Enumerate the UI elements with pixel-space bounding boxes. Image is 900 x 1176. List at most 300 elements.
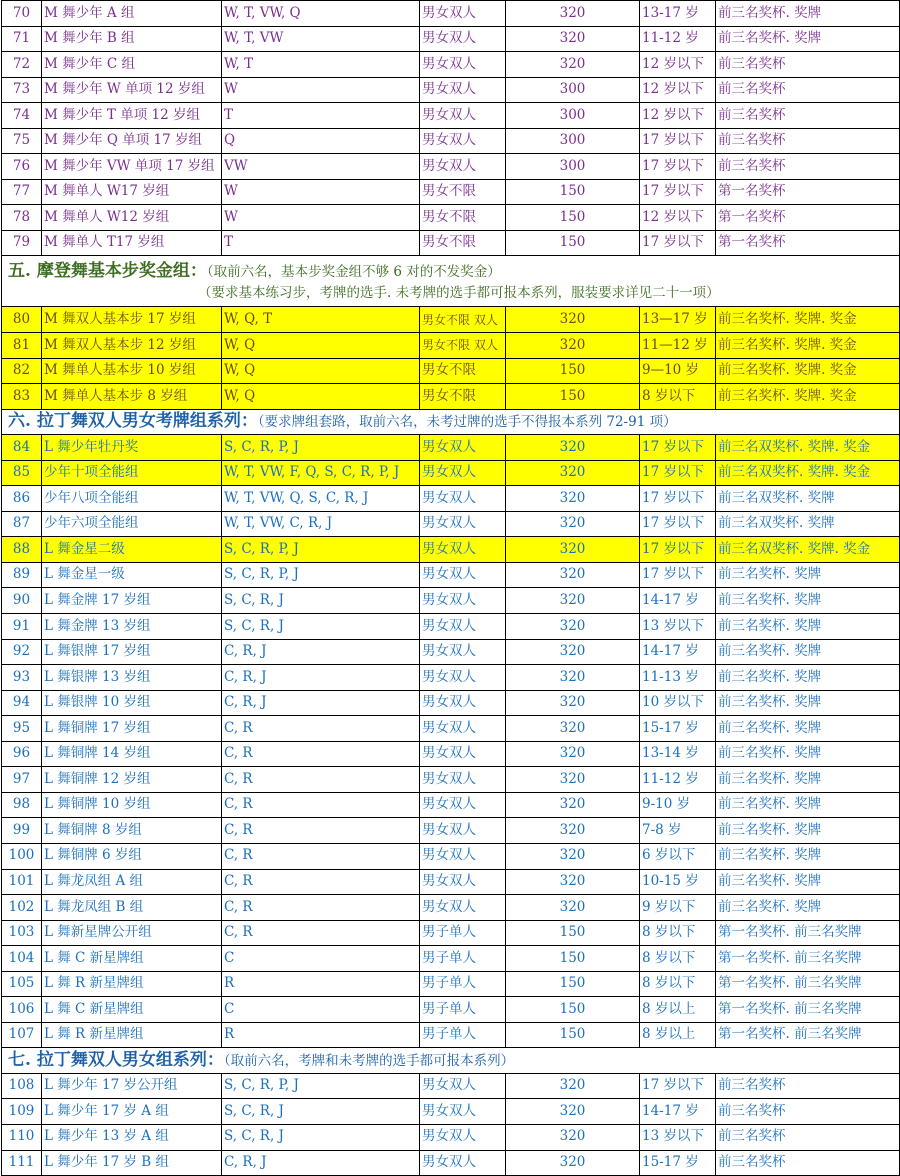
entry-type: 男女双人 bbox=[420, 716, 506, 742]
dances: S, C, R, P, J bbox=[222, 562, 420, 588]
event-name: M 舞单人 W17 岁组 bbox=[42, 179, 222, 205]
award: 前三名双奖杯. 奖牌 bbox=[716, 486, 900, 512]
age-range: 17 岁以下 bbox=[640, 511, 716, 537]
age-range: 17 岁以下 bbox=[640, 562, 716, 588]
section-7-title: 七. 拉丁舞双人男女组系列： bbox=[8, 1050, 224, 1071]
event-name: M 舞双人基本步 17 岁组 bbox=[42, 307, 222, 333]
age-range: 8 岁以上 bbox=[640, 997, 716, 1023]
event-name: M 舞少年 A 组 bbox=[42, 1, 222, 27]
fee: 320 bbox=[506, 307, 640, 333]
table-row bbox=[2, 77, 900, 103]
section-6-header-group bbox=[2, 409, 900, 435]
table-row bbox=[2, 435, 900, 461]
modern-youth-rows bbox=[2, 1, 900, 256]
latin-exam-rows bbox=[2, 435, 900, 1048]
entry-type: 男子单人 bbox=[420, 946, 506, 972]
dances: W, Q, T bbox=[222, 307, 420, 333]
age-range: 17 岁以下 bbox=[640, 460, 716, 486]
entry-type: 男女双人 bbox=[420, 588, 506, 614]
section-5-header-group bbox=[2, 256, 900, 307]
entry-number: 105 bbox=[2, 971, 42, 997]
table-row bbox=[2, 1099, 900, 1125]
award: 前三名奖杯. 奖牌 bbox=[716, 895, 900, 921]
fee: 320 bbox=[506, 895, 640, 921]
age-range: 9 岁以下 bbox=[640, 895, 716, 921]
entry-number: 106 bbox=[2, 997, 42, 1023]
entry-type: 男女双人 bbox=[420, 639, 506, 665]
fee: 150 bbox=[506, 358, 640, 384]
fee: 320 bbox=[506, 1099, 640, 1125]
section-6-header bbox=[2, 409, 900, 435]
fee: 320 bbox=[506, 639, 640, 665]
table-row bbox=[2, 230, 900, 256]
age-range: 12 岁以下 bbox=[640, 77, 716, 103]
fee: 150 bbox=[506, 179, 640, 205]
award: 第一名奖杯. 前三名奖牌 bbox=[716, 997, 900, 1023]
event-name: M 舞单人基本步 8 岁组 bbox=[42, 384, 222, 410]
age-range: 17 岁以下 bbox=[640, 154, 716, 180]
age-range: 8 岁以上 bbox=[640, 1022, 716, 1048]
age-range: 11-12 岁 bbox=[640, 26, 716, 52]
entry-number: 95 bbox=[2, 716, 42, 742]
dances: C, R, J bbox=[222, 665, 420, 691]
table-row bbox=[2, 384, 900, 410]
entry-type: 男女双人 bbox=[420, 77, 506, 103]
event-name: M 舞少年 Q 单项 17 岁组 bbox=[42, 128, 222, 154]
entry-type: 男女双人 bbox=[420, 869, 506, 895]
award: 前三名奖杯. 奖牌 bbox=[716, 588, 900, 614]
table-row bbox=[2, 562, 900, 588]
entry-type: 男女双人 bbox=[420, 486, 506, 512]
table-row bbox=[2, 843, 900, 869]
event-name: L 舞铜牌 14 岁组 bbox=[42, 741, 222, 767]
entry-number: 74 bbox=[2, 103, 42, 129]
entry-number: 85 bbox=[2, 460, 42, 486]
event-name: L 舞少年 13 岁 A 组 bbox=[42, 1124, 222, 1150]
section-6-note: （要求牌组套路，取前六名，未考过牌的选手不得报本系列 72-91 项） bbox=[257, 414, 677, 431]
entry-type: 男女不限 双人 bbox=[420, 333, 506, 359]
event-name: M 舞单人 W12 岁组 bbox=[42, 205, 222, 231]
dances: C, R bbox=[222, 741, 420, 767]
section-7-cell bbox=[2, 1048, 900, 1074]
age-range: 13-14 岁 bbox=[640, 741, 716, 767]
latin-open-rows bbox=[2, 1073, 900, 1175]
event-name: M 舞少年 VW 单项 17 岁组 bbox=[42, 154, 222, 180]
entry-type: 男女双人 bbox=[420, 128, 506, 154]
entry-number: 73 bbox=[2, 77, 42, 103]
table-row bbox=[2, 537, 900, 563]
entry-type: 男女不限 bbox=[420, 358, 506, 384]
event-name: M 舞单人基本步 10 岁组 bbox=[42, 358, 222, 384]
table-row bbox=[2, 1, 900, 27]
table-row bbox=[2, 26, 900, 52]
award: 前三名奖杯. 奖牌 bbox=[716, 869, 900, 895]
fee: 320 bbox=[506, 767, 640, 793]
table-row bbox=[2, 1150, 900, 1176]
entry-number: 89 bbox=[2, 562, 42, 588]
award: 前三名奖杯. 奖牌 bbox=[716, 741, 900, 767]
fee: 320 bbox=[506, 435, 640, 461]
entry-type: 男女双人 bbox=[420, 1124, 506, 1150]
table-row bbox=[2, 767, 900, 793]
entry-number: 107 bbox=[2, 1022, 42, 1048]
entry-type: 男女双人 bbox=[420, 741, 506, 767]
table-row bbox=[2, 358, 900, 384]
fee: 320 bbox=[506, 1, 640, 27]
fee: 320 bbox=[506, 486, 640, 512]
age-range: 17 岁以下 bbox=[640, 486, 716, 512]
table-row bbox=[2, 128, 900, 154]
entry-number: 78 bbox=[2, 205, 42, 231]
fee: 320 bbox=[506, 716, 640, 742]
dances: W, T bbox=[222, 52, 420, 78]
award: 前三名奖杯. 奖牌 bbox=[716, 614, 900, 640]
entry-type: 男女双人 bbox=[420, 1150, 506, 1176]
dances: C, R bbox=[222, 716, 420, 742]
dances: S, C, R, P, J bbox=[222, 435, 420, 461]
award: 第一名奖杯 bbox=[716, 205, 900, 231]
dances: R bbox=[222, 1022, 420, 1048]
table-row bbox=[2, 997, 900, 1023]
award: 第一名奖杯. 前三名奖牌 bbox=[716, 1022, 900, 1048]
age-range: 17 岁以下 bbox=[640, 435, 716, 461]
entry-type: 男女双人 bbox=[420, 460, 506, 486]
entry-type: 男女双人 bbox=[420, 767, 506, 793]
fee: 320 bbox=[506, 1073, 640, 1099]
age-range: 13 岁以下 bbox=[640, 614, 716, 640]
fee: 150 bbox=[506, 971, 640, 997]
entry-type: 男女双人 bbox=[420, 614, 506, 640]
entry-number: 79 bbox=[2, 230, 42, 256]
dances: W, Q bbox=[222, 358, 420, 384]
entry-type: 男女双人 bbox=[420, 562, 506, 588]
table-row bbox=[2, 869, 900, 895]
table-row bbox=[2, 154, 900, 180]
section-5-title: 五. 摩登舞基本步奖金组： bbox=[8, 261, 207, 282]
award: 前三名奖杯 bbox=[716, 103, 900, 129]
entry-type: 男女双人 bbox=[420, 1099, 506, 1125]
dances: W bbox=[222, 205, 420, 231]
age-range: 8 岁以下 bbox=[640, 920, 716, 946]
event-name: L 舞少年 17 岁公开组 bbox=[42, 1073, 222, 1099]
entry-type: 男女不限 bbox=[420, 230, 506, 256]
event-name: M 舞少年 C 组 bbox=[42, 52, 222, 78]
award: 第一名奖杯. 前三名奖牌 bbox=[716, 971, 900, 997]
fee: 320 bbox=[506, 818, 640, 844]
table-row bbox=[2, 333, 900, 359]
event-name: L 舞新星牌公开组 bbox=[42, 920, 222, 946]
entry-number: 104 bbox=[2, 946, 42, 972]
fee: 320 bbox=[506, 1150, 640, 1176]
entry-number: 111 bbox=[2, 1150, 42, 1176]
award: 第一名奖杯. 前三名奖牌 bbox=[716, 946, 900, 972]
entry-number: 102 bbox=[2, 895, 42, 921]
dances: C, R, J bbox=[222, 1150, 420, 1176]
award: 前三名奖杯. 奖牌. 奖金 bbox=[716, 384, 900, 410]
entry-number: 90 bbox=[2, 588, 42, 614]
table-row bbox=[2, 818, 900, 844]
table-row bbox=[2, 920, 900, 946]
entry-type: 男女双人 bbox=[420, 154, 506, 180]
fee: 320 bbox=[506, 665, 640, 691]
fee: 300 bbox=[506, 77, 640, 103]
fee: 150 bbox=[506, 384, 640, 410]
event-name: L 舞 R 新星牌组 bbox=[42, 971, 222, 997]
table-row bbox=[2, 486, 900, 512]
age-range: 17 岁以下 bbox=[640, 128, 716, 154]
fee: 320 bbox=[506, 690, 640, 716]
dances: C bbox=[222, 946, 420, 972]
entry-number: 70 bbox=[2, 1, 42, 27]
event-name: L 舞龙凤组 A 组 bbox=[42, 869, 222, 895]
award: 前三名奖杯. 奖牌 bbox=[716, 639, 900, 665]
age-range: 11-12 岁 bbox=[640, 767, 716, 793]
award: 前三名奖杯 bbox=[716, 52, 900, 78]
age-range: 6 岁以下 bbox=[640, 843, 716, 869]
entry-number: 75 bbox=[2, 128, 42, 154]
event-name: L 舞 C 新星牌组 bbox=[42, 997, 222, 1023]
award: 前三名双奖杯. 奖牌. 奖金 bbox=[716, 435, 900, 461]
entry-type: 男女双人 bbox=[420, 665, 506, 691]
fee: 300 bbox=[506, 154, 640, 180]
dances: C, R bbox=[222, 920, 420, 946]
entry-type: 男女不限 双人 bbox=[420, 307, 506, 333]
table-row bbox=[2, 205, 900, 231]
table-row bbox=[2, 895, 900, 921]
entry-number: 110 bbox=[2, 1124, 42, 1150]
age-range: 7-8 岁 bbox=[640, 818, 716, 844]
dances: C, R bbox=[222, 843, 420, 869]
event-name: M 舞少年 B 组 bbox=[42, 26, 222, 52]
table-row bbox=[2, 614, 900, 640]
event-name: L 舞银牌 10 岁组 bbox=[42, 690, 222, 716]
entry-number: 84 bbox=[2, 435, 42, 461]
table-row bbox=[2, 741, 900, 767]
dances: C, R, J bbox=[222, 639, 420, 665]
award: 前三名奖杯 bbox=[716, 1073, 900, 1099]
award: 前三名奖杯. 奖牌 bbox=[716, 843, 900, 869]
dances: VW bbox=[222, 154, 420, 180]
dances: C, R bbox=[222, 869, 420, 895]
award: 前三名奖杯 bbox=[716, 77, 900, 103]
event-name: L 舞银牌 17 岁组 bbox=[42, 639, 222, 665]
entry-number: 91 bbox=[2, 614, 42, 640]
event-name: M 舞双人基本步 12 岁组 bbox=[42, 333, 222, 359]
event-name: 少年六项全能组 bbox=[42, 511, 222, 537]
fee: 320 bbox=[506, 333, 640, 359]
section-5-note: （取前六名，基本步奖金组不够 6 对的不发奖金） bbox=[206, 264, 501, 281]
table-row bbox=[2, 665, 900, 691]
table-row bbox=[2, 690, 900, 716]
award: 第一名奖杯 bbox=[716, 179, 900, 205]
entry-type: 男子单人 bbox=[420, 997, 506, 1023]
dances: Q bbox=[222, 128, 420, 154]
entry-type: 男子单人 bbox=[420, 971, 506, 997]
event-name: 少年八项全能组 bbox=[42, 486, 222, 512]
dances: C, R bbox=[222, 895, 420, 921]
section-5-cell bbox=[2, 256, 900, 307]
event-name: L 舞铜牌 10 岁组 bbox=[42, 792, 222, 818]
entry-number: 97 bbox=[2, 767, 42, 793]
section-7-header bbox=[2, 1048, 900, 1074]
table-row bbox=[2, 946, 900, 972]
event-name: L 舞金星二级 bbox=[42, 537, 222, 563]
entry-number: 99 bbox=[2, 818, 42, 844]
section-7-note: （取前六名，考牌和未考牌的选手都可报本系列） bbox=[223, 1053, 515, 1070]
entry-number: 72 bbox=[2, 52, 42, 78]
event-name: L 舞铜牌 6 岁组 bbox=[42, 843, 222, 869]
dances: C, R bbox=[222, 767, 420, 793]
fee: 320 bbox=[506, 843, 640, 869]
event-name: L 舞金牌 17 岁组 bbox=[42, 588, 222, 614]
fee: 320 bbox=[506, 537, 640, 563]
dances: R bbox=[222, 971, 420, 997]
entry-type: 男女不限 bbox=[420, 384, 506, 410]
fee: 150 bbox=[506, 230, 640, 256]
age-range: 11—12 岁 bbox=[640, 333, 716, 359]
table-row bbox=[2, 1124, 900, 1150]
age-range: 17 岁以下 bbox=[640, 230, 716, 256]
award: 前三名奖杯 bbox=[716, 1099, 900, 1125]
table-row bbox=[2, 460, 900, 486]
section-6-title: 六. 拉丁舞双人男女考牌组系列： bbox=[8, 411, 258, 432]
fee: 320 bbox=[506, 614, 640, 640]
event-name: L 舞铜牌 17 岁组 bbox=[42, 716, 222, 742]
entry-number: 76 bbox=[2, 154, 42, 180]
entry-type: 男女双人 bbox=[420, 103, 506, 129]
table-row bbox=[2, 639, 900, 665]
section-7-header-group bbox=[2, 1048, 900, 1074]
dances: W, T, VW, Q bbox=[222, 1, 420, 27]
entry-number: 98 bbox=[2, 792, 42, 818]
event-name: M 舞少年 W 单项 12 岁组 bbox=[42, 77, 222, 103]
award: 前三名奖杯 bbox=[716, 1124, 900, 1150]
award: 前三名奖杯. 奖牌 bbox=[716, 818, 900, 844]
table-row bbox=[2, 1022, 900, 1048]
award: 前三名奖杯. 奖牌. 奖金 bbox=[716, 333, 900, 359]
award: 前三名奖杯. 奖牌 bbox=[716, 767, 900, 793]
entry-number: 100 bbox=[2, 843, 42, 869]
event-name: L 舞金星一级 bbox=[42, 562, 222, 588]
dances: W bbox=[222, 77, 420, 103]
age-range: 10-15 岁 bbox=[640, 869, 716, 895]
entry-type: 男女双人 bbox=[420, 511, 506, 537]
dances: W, T, VW bbox=[222, 26, 420, 52]
entry-type: 男女双人 bbox=[420, 895, 506, 921]
section-6-cell bbox=[2, 409, 900, 435]
entry-type: 男女双人 bbox=[420, 1073, 506, 1099]
award: 前三名奖杯 bbox=[716, 1150, 900, 1176]
event-name: L 舞少年 17 岁 A 组 bbox=[42, 1099, 222, 1125]
award: 第一名奖杯. 前三名奖牌 bbox=[716, 920, 900, 946]
entry-type: 男女双人 bbox=[420, 690, 506, 716]
entry-type: 男子单人 bbox=[420, 920, 506, 946]
dances: W, T, VW, F, Q, S, C, R, P, J bbox=[222, 460, 420, 486]
age-range: 17 岁以下 bbox=[640, 1073, 716, 1099]
fee: 320 bbox=[506, 460, 640, 486]
table-row bbox=[2, 179, 900, 205]
modern-basic-step-rows bbox=[2, 307, 900, 409]
entry-number: 81 bbox=[2, 333, 42, 359]
entry-type: 男女双人 bbox=[420, 818, 506, 844]
section-5-header bbox=[2, 256, 900, 307]
event-name: L 舞少年牡丹奖 bbox=[42, 435, 222, 461]
table-row bbox=[2, 1073, 900, 1099]
dances: C bbox=[222, 997, 420, 1023]
event-name: 少年十项全能组 bbox=[42, 460, 222, 486]
entry-number: 77 bbox=[2, 179, 42, 205]
age-range: 9-10 岁 bbox=[640, 792, 716, 818]
table-row bbox=[2, 792, 900, 818]
event-name: M 舞少年 T 单项 12 岁组 bbox=[42, 103, 222, 129]
entry-number: 83 bbox=[2, 384, 42, 410]
fee: 320 bbox=[506, 26, 640, 52]
entry-number: 96 bbox=[2, 741, 42, 767]
fee: 320 bbox=[506, 52, 640, 78]
entry-type: 男女双人 bbox=[420, 1, 506, 27]
fee: 320 bbox=[506, 1124, 640, 1150]
fee: 300 bbox=[506, 128, 640, 154]
age-range: 13 岁以下 bbox=[640, 1124, 716, 1150]
age-range: 9—10 岁 bbox=[640, 358, 716, 384]
fee: 320 bbox=[506, 741, 640, 767]
entry-number: 103 bbox=[2, 920, 42, 946]
entry-number: 71 bbox=[2, 26, 42, 52]
entry-number: 86 bbox=[2, 486, 42, 512]
award: 前三名奖杯. 奖牌 bbox=[716, 26, 900, 52]
award: 前三名奖杯. 奖牌 bbox=[716, 665, 900, 691]
dances: S, C, R, P, J bbox=[222, 537, 420, 563]
age-range: 14-17 岁 bbox=[640, 639, 716, 665]
entry-number: 108 bbox=[2, 1073, 42, 1099]
fee: 320 bbox=[506, 792, 640, 818]
fee: 320 bbox=[506, 562, 640, 588]
table-row bbox=[2, 716, 900, 742]
section-5-note-2: （要求基本练习步，考牌的选手. 未考牌的选手都可报本系列，服装要求详见二十一项） bbox=[198, 285, 720, 301]
fee: 320 bbox=[506, 588, 640, 614]
fee: 320 bbox=[506, 511, 640, 537]
entry-type: 男子单人 bbox=[420, 1022, 506, 1048]
age-range: 14-17 岁 bbox=[640, 588, 716, 614]
award: 前三名奖杯. 奖牌. 奖金 bbox=[716, 358, 900, 384]
entry-type: 男女双人 bbox=[420, 26, 506, 52]
dances: S, C, R, J bbox=[222, 614, 420, 640]
award: 前三名奖杯. 奖牌 bbox=[716, 1, 900, 27]
entry-number: 94 bbox=[2, 690, 42, 716]
entry-type: 男女不限 bbox=[420, 205, 506, 231]
fee: 150 bbox=[506, 946, 640, 972]
entry-number: 109 bbox=[2, 1099, 42, 1125]
event-name: L 舞 C 新星牌组 bbox=[42, 946, 222, 972]
age-range: 15-17 岁 bbox=[640, 716, 716, 742]
dances: S, C, R, P, J bbox=[222, 1073, 420, 1099]
dances: W bbox=[222, 179, 420, 205]
event-name: L 舞 R 新星牌组 bbox=[42, 1022, 222, 1048]
age-range: 8 岁以下 bbox=[640, 971, 716, 997]
entry-number: 93 bbox=[2, 665, 42, 691]
award: 前三名奖杯. 奖牌 bbox=[716, 562, 900, 588]
award: 前三名奖杯 bbox=[716, 128, 900, 154]
entry-type: 男女双人 bbox=[420, 52, 506, 78]
dances: T bbox=[222, 230, 420, 256]
age-range: 15-17 岁 bbox=[640, 1150, 716, 1176]
entry-type: 男女双人 bbox=[420, 792, 506, 818]
age-range: 13-17 岁 bbox=[640, 1, 716, 27]
event-name: L 舞铜牌 12 岁组 bbox=[42, 767, 222, 793]
dances: W, Q bbox=[222, 333, 420, 359]
table-row bbox=[2, 52, 900, 78]
dances: S, C, R, J bbox=[222, 1124, 420, 1150]
